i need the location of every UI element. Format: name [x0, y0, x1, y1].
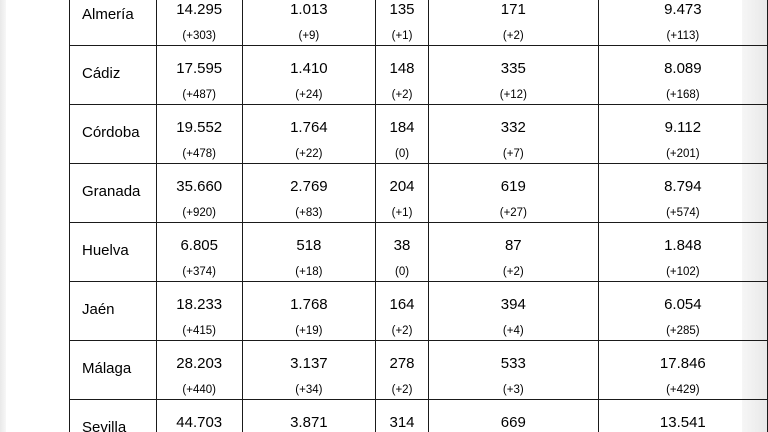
page-shadow-left — [0, 0, 6, 432]
cell-delta: (+102) — [666, 266, 700, 278]
table-row — [70, 341, 768, 400]
value-cell — [242, 105, 375, 164]
cell-delta: (+168) — [666, 89, 700, 101]
cell-value: 332 — [500, 119, 526, 136]
cell-value: 518 — [296, 237, 322, 254]
value-cell — [376, 46, 429, 105]
cell-value: 6.054 — [664, 296, 702, 313]
value-cell — [156, 341, 242, 400]
cell-value: 28.203 — [176, 355, 223, 372]
cell-value: 1.013 — [290, 1, 328, 18]
table-row — [70, 282, 768, 341]
table-row — [70, 46, 768, 105]
cell-value: 1.764 — [290, 119, 328, 136]
province-name: Huelva — [82, 242, 129, 259]
value-cell — [376, 282, 429, 341]
cell-delta: (+1) — [391, 30, 413, 42]
cell-value: 278 — [389, 355, 415, 372]
value-cell — [376, 341, 429, 400]
value-cell — [242, 341, 375, 400]
cell-value: 8.089 — [664, 60, 702, 77]
cell-delta: (+920) — [182, 207, 216, 219]
province-name: Córdoba — [82, 124, 140, 141]
cell-delta: (+9) — [298, 30, 320, 42]
value-cell — [428, 282, 598, 341]
cell-value: 14.295 — [176, 1, 223, 18]
cell-delta: (+3) — [502, 384, 524, 396]
cell-value: 17.846 — [659, 355, 706, 372]
cell-value: 171 — [500, 1, 526, 18]
value-cell — [376, 223, 429, 282]
table-row — [70, 105, 768, 164]
cell-delta: (+7) — [502, 148, 524, 160]
value-cell — [428, 46, 598, 105]
province-stats-table — [69, 0, 768, 432]
cell-value: 87 — [504, 237, 522, 254]
cell-value: 13.541 — [659, 414, 706, 431]
cell-value: 3.137 — [290, 355, 328, 372]
value-cell — [598, 400, 767, 432]
cell-value: 619 — [500, 178, 526, 195]
value-cell — [242, 164, 375, 223]
table-row — [70, 0, 768, 46]
value-cell — [428, 400, 598, 432]
province-cell — [70, 105, 157, 164]
value-cell — [428, 164, 598, 223]
cell-value: 135 — [389, 1, 415, 18]
cell-delta: (+201) — [666, 148, 700, 160]
value-cell — [598, 282, 767, 341]
cell-value: 204 — [389, 178, 415, 195]
cell-delta: (+2) — [502, 266, 524, 278]
value-cell — [242, 282, 375, 341]
value-cell — [156, 46, 242, 105]
value-cell — [242, 223, 375, 282]
table-row — [70, 164, 768, 223]
cell-value: 35.660 — [176, 178, 223, 195]
value-cell — [598, 0, 767, 46]
value-cell — [598, 223, 767, 282]
cell-value: 17.595 — [176, 60, 223, 77]
province-cell — [70, 282, 157, 341]
value-cell — [376, 400, 429, 432]
cell-delta: (+285) — [666, 325, 700, 337]
cell-delta: (+574) — [666, 207, 700, 219]
cell-delta: (+12) — [499, 89, 527, 101]
value-cell — [428, 105, 598, 164]
cell-value: 19.552 — [176, 119, 223, 136]
cell-value: 164 — [389, 296, 415, 313]
value-cell — [156, 0, 242, 46]
province-name: Cádiz — [82, 65, 121, 82]
cell-value: 533 — [500, 355, 526, 372]
value-cell — [376, 105, 429, 164]
value-cell — [242, 400, 375, 432]
province-name: Sevilla — [82, 419, 127, 432]
cell-value: 9.112 — [664, 119, 702, 136]
value-cell — [598, 46, 767, 105]
cell-value: 1.410 — [290, 60, 328, 77]
cell-delta: (+22) — [295, 148, 323, 160]
cell-value: 3.871 — [290, 414, 328, 431]
table-row — [70, 400, 768, 432]
cell-value: 1.848 — [664, 237, 702, 254]
cell-delta: (+34) — [295, 384, 323, 396]
province-cell — [70, 400, 157, 432]
value-cell — [428, 0, 598, 46]
province-cell — [70, 341, 157, 400]
province-cell — [70, 46, 157, 105]
cell-value: 9.473 — [664, 1, 702, 18]
cell-value: 669 — [500, 414, 526, 431]
cell-value: 8.794 — [664, 178, 702, 195]
cell-delta: (+4) — [502, 325, 524, 337]
cell-delta: (+2) — [391, 384, 413, 396]
cell-delta: (+83) — [295, 207, 323, 219]
value-cell — [598, 341, 767, 400]
cell-value: 184 — [389, 119, 415, 136]
cell-delta: (+1) — [391, 207, 413, 219]
cell-value: 1.768 — [290, 296, 328, 313]
value-cell — [156, 105, 242, 164]
province-name: Jaén — [82, 301, 115, 318]
cell-delta: (+415) — [182, 325, 216, 337]
cell-delta: (0) — [394, 266, 410, 278]
cell-delta: (+2) — [391, 89, 413, 101]
value-cell — [156, 223, 242, 282]
province-cell — [70, 223, 157, 282]
province-cell — [70, 164, 157, 223]
cell-delta: (+487) — [182, 89, 216, 101]
cell-value: 2.769 — [290, 178, 328, 195]
cell-delta: (0) — [394, 148, 410, 160]
value-cell — [242, 46, 375, 105]
cell-delta: (+18) — [295, 266, 323, 278]
province-name: Granada — [82, 183, 141, 200]
cell-value: 18.233 — [176, 296, 223, 313]
value-cell — [156, 164, 242, 223]
value-cell — [428, 341, 598, 400]
value-cell — [156, 400, 242, 432]
cell-value: 44.703 — [176, 414, 223, 431]
cell-value: 314 — [389, 414, 415, 431]
cell-delta: (+374) — [182, 266, 216, 278]
value-cell — [598, 105, 767, 164]
table-row — [70, 223, 768, 282]
cell-delta: (+19) — [295, 325, 323, 337]
province-cell — [70, 0, 157, 46]
cell-value: 38 — [393, 237, 411, 254]
value-cell — [598, 164, 767, 223]
cell-delta: (+429) — [666, 384, 700, 396]
value-cell — [156, 282, 242, 341]
cell-delta: (+2) — [502, 30, 524, 42]
value-cell — [376, 164, 429, 223]
cell-delta: (+27) — [499, 207, 527, 219]
cell-value: 6.805 — [180, 237, 218, 254]
cell-delta: (+24) — [295, 89, 323, 101]
cell-delta: (+478) — [182, 148, 216, 160]
cell-value: 394 — [500, 296, 526, 313]
cell-delta: (+2) — [391, 325, 413, 337]
cell-delta: (+113) — [666, 30, 700, 42]
value-cell — [428, 223, 598, 282]
value-cell — [242, 0, 375, 46]
cell-value: 335 — [500, 60, 526, 77]
value-cell — [376, 0, 429, 46]
cell-value: 148 — [389, 60, 415, 77]
province-name: Almería — [82, 6, 134, 23]
cell-delta: (+440) — [182, 384, 216, 396]
cell-delta: (+303) — [182, 30, 216, 42]
province-name: Málaga — [82, 360, 132, 377]
